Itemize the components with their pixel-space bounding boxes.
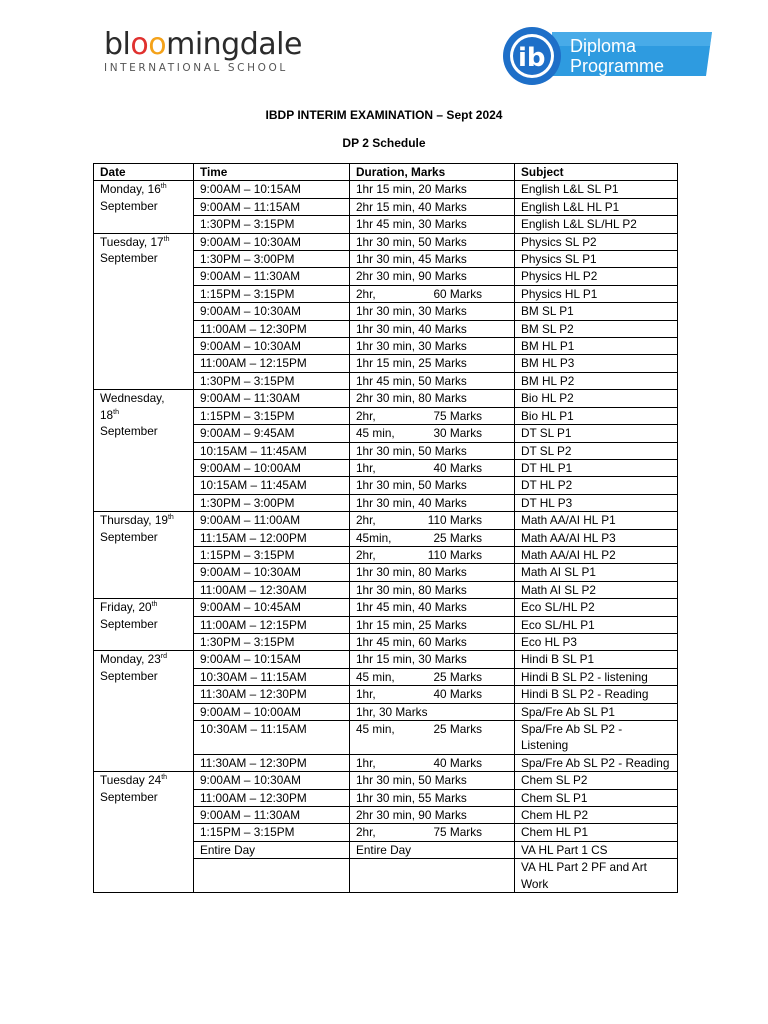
duration-cell [350,824,515,841]
time-cell: 10:30AM – 11:15AM [194,668,350,685]
duration-cell: 1hr 30 min, 40 Marks [350,320,515,337]
time-cell: 9:00AM – 11:30AM [194,807,350,824]
duration-text: 1hr, [356,755,376,770]
subject-cell: VA HL Part 2 PF and Art Work [515,859,678,893]
school-logo-wordmark: bloomingdale [104,27,302,62]
day-cell [94,651,194,772]
day-ordinal: th [151,601,158,609]
month-label: September [100,529,158,544]
day-label: Friday, 20 [100,600,152,615]
day-cell [94,390,194,512]
duration-cell [350,512,515,529]
subject-cell: Spa/Fre Ab SL P1 [515,703,678,720]
duration-cell: 1hr 45 min, 50 Marks [350,372,515,389]
day-ordinal: th [167,514,174,522]
subject-cell: BM HL P1 [515,338,678,355]
duration-cell [350,859,515,893]
day-cell [94,599,194,651]
time-cell: 10:15AM – 11:45AM [194,477,350,494]
duration-text: 2hr, [356,408,376,423]
time-cell: 1:15PM – 3:15PM [194,285,350,302]
day-number: 18 [100,407,114,422]
day-label: Tuesday, 17 [100,234,164,249]
time-cell: 9:00AM – 10:30AM [194,772,350,789]
duration-text: 45 min, [356,669,395,684]
duration-cell [350,546,515,563]
duration-cell: 1hr 30 min, 80 Marks [350,581,515,598]
day-cell [94,772,194,893]
duration-cell [350,425,515,442]
document-title: IBDP INTERIM EXAMINATION – Sept 2024 [265,108,503,122]
duration-cell: 2hr 30 min, 90 Marks [350,268,515,285]
marks-text: 110 Marks [427,547,482,562]
subject-cell: Math AA/AI HL P1 [515,512,678,529]
duration-cell: 1hr 30 min, 30 Marks [350,303,515,320]
table-row [94,390,678,407]
marks-text: 75 Marks [433,825,482,840]
marks-text: 40 Marks [433,460,482,475]
duration-cell: 1hr 15 min, 20 Marks [350,181,515,198]
subject-cell: Bio HL P2 [515,390,678,407]
table-row [94,772,678,789]
subject-cell: Math AA/AI HL P2 [515,546,678,563]
time-cell: 1:30PM – 3:15PM [194,216,350,233]
ib-logo-line1: Diploma [570,36,637,56]
duration-cell: 1hr 30 min, 45 Marks [350,251,515,268]
duration-text: 2hr, [356,513,376,528]
time-cell: 1:15PM – 3:15PM [194,546,350,563]
duration-cell: 1hr 15 min, 30 Marks [350,651,515,668]
time-cell: 11:00AM – 12:15PM [194,616,350,633]
time-cell: 9:00AM – 10:15AM [194,181,350,198]
time-cell [194,859,350,893]
document-subtitle: DP 2 Schedule [342,136,426,150]
duration-cell: 1hr 30 min, 50 Marks [350,442,515,459]
month-label: September [100,251,158,266]
month-label: September [100,198,158,213]
duration-cell [350,721,515,755]
time-cell: 9:00AM – 11:00AM [194,512,350,529]
subject-cell: Physics SL P1 [515,251,678,268]
time-cell: 9:00AM – 9:45AM [194,425,350,442]
subject-cell: DT HL P3 [515,494,678,511]
subject-cell: Eco HL P3 [515,633,678,650]
subject-cell: DT HL P1 [515,459,678,476]
duration-cell: 2hr 30 min, 90 Marks [350,807,515,824]
time-cell: 9:00AM – 11:30AM [194,390,350,407]
duration-cell: 1hr 30 min, 50 Marks [350,477,515,494]
subject-cell: Physics HL P2 [515,268,678,285]
duration-text: 1hr, [356,460,376,475]
header-date: Date [94,164,194,181]
duration-cell: 1hr 30 min, 40 Marks [350,494,515,511]
time-cell: 9:00AM – 10:30AM [194,303,350,320]
schedule-body [94,181,678,893]
month-label: September [100,424,158,439]
day-cell [94,512,194,599]
subject-cell: English L&L SL/HL P2 [515,216,678,233]
table-row [94,599,678,616]
day-ordinal: th [163,235,170,243]
subject-cell: Hindi B SL P2 - listening [515,668,678,685]
month-label: September [100,789,158,804]
time-cell: Entire Day [194,841,350,858]
marks-text: 30 Marks [433,426,482,441]
duration-cell: 1hr, 30 Marks [350,703,515,720]
marks-text: 60 Marks [433,286,482,301]
header-duration: Duration, Marks [350,164,515,181]
subject-cell: VA HL Part 1 CS [515,841,678,858]
duration-text: 2hr, [356,286,376,301]
time-cell: 9:00AM – 10:30AM [194,564,350,581]
subject-cell: Chem SL P1 [515,789,678,806]
time-cell: 11:00AM – 12:30PM [194,789,350,806]
duration-cell [350,754,515,771]
subject-cell: BM HL P2 [515,372,678,389]
marks-text: 25 Marks [433,669,482,684]
subject-cell: Physics SL P2 [515,233,678,250]
duration-text: 45 min, [356,722,395,736]
duration-cell: 1hr 15 min, 25 Marks [350,616,515,633]
day-cell [94,233,194,390]
subject-cell: Chem HL P1 [515,824,678,841]
marks-text: 75 Marks [433,408,482,423]
subject-cell: Spa/Fre Ab SL P2 - Listening [515,721,678,755]
marks-text: 40 Marks [433,687,482,702]
day-cell [94,181,194,233]
duration-cell: 2hr 30 min, 80 Marks [350,390,515,407]
subject-cell: Math AA/AI HL P3 [515,529,678,546]
schedule-table [93,163,678,893]
time-cell: 11:30AM – 12:30PM [194,686,350,703]
duration-text: 45 min, [356,426,395,441]
header-subject: Subject [515,164,678,181]
duration-cell: 1hr 30 min, 50 Marks [350,772,515,789]
time-cell: 9:00AM – 10:30AM [194,233,350,250]
subject-cell: English L&L HL P1 [515,198,678,215]
day-label: Tuesday 24 [100,773,162,788]
duration-cell [350,686,515,703]
time-cell: 11:00AM – 12:15PM [194,355,350,372]
time-cell: 1:30PM – 3:15PM [194,633,350,650]
month-label: September [100,616,158,631]
time-cell: 9:00AM – 11:30AM [194,268,350,285]
time-cell: 10:15AM – 11:45AM [194,442,350,459]
duration-text: 2hr, [356,825,376,840]
school-logo-subtitle: INTERNATIONAL SCHOOL [104,62,288,74]
marks-text: 40 Marks [433,755,482,770]
duration-cell: 1hr 15 min, 25 Marks [350,355,515,372]
time-cell: 11:15AM – 12:00PM [194,529,350,546]
subject-cell: Math AI SL P2 [515,581,678,598]
subject-cell: Spa/Fre Ab SL P2 - Reading [515,754,678,771]
duration-cell: 1hr 30 min, 50 Marks [350,233,515,250]
time-cell: 10:30AM – 11:15AM [194,721,350,755]
table-row [94,512,678,529]
duration-cell: 1hr 30 min, 30 Marks [350,338,515,355]
header-time: Time [194,164,350,181]
duration-cell [350,668,515,685]
day-ordinal: th [161,774,168,782]
duration-cell: 1hr 45 min, 60 Marks [350,633,515,650]
day-label: Thursday, 19 [100,513,168,528]
subject-cell: Bio HL P1 [515,407,678,424]
time-cell: 11:30AM – 12:30PM [194,754,350,771]
subject-cell: DT HL P2 [515,477,678,494]
time-cell: 1:30PM – 3:00PM [194,494,350,511]
subject-cell: BM SL P2 [515,320,678,337]
duration-cell [350,285,515,302]
time-cell: 9:00AM – 10:15AM [194,651,350,668]
duration-cell: Entire Day [350,841,515,858]
school-logo [104,27,314,74]
ib-logo-text [570,36,664,76]
duration-text: 2hr, [356,547,376,562]
subject-cell: Math AI SL P1 [515,564,678,581]
subject-cell: DT SL P2 [515,442,678,459]
marks-text: 110 Marks [427,513,482,528]
day-label: Wednesday, [100,391,165,406]
ib-logo-line2: Programme [570,56,665,76]
time-cell: 11:00AM – 12:30AM [194,581,350,598]
duration-cell [350,459,515,476]
duration-cell: 1hr 30 min, 55 Marks [350,789,515,806]
day-ordinal: th [160,183,167,191]
table-header-row [94,164,678,181]
table-row [94,181,678,198]
time-cell: 1:15PM – 3:15PM [194,824,350,841]
table-row [94,233,678,250]
time-cell: 1:15PM – 3:15PM [194,407,350,424]
marks-text: 25 Marks [433,722,482,736]
subject-cell: Chem HL P2 [515,807,678,824]
duration-cell: 1hr 45 min, 30 Marks [350,216,515,233]
duration-cell: 2hr 15 min, 40 Marks [350,198,515,215]
day-label: Monday, 16 [100,182,161,197]
time-cell: 1:30PM – 3:00PM [194,251,350,268]
time-cell: 11:00AM – 12:30PM [194,320,350,337]
subject-cell: Physics HL P1 [515,285,678,302]
time-cell: 9:00AM – 10:30AM [194,338,350,355]
subject-cell: Eco SL/HL P1 [515,616,678,633]
marks-text: 25 Marks [433,530,482,545]
duration-text: 45min, [356,530,392,545]
day-ordinal: th [113,408,119,416]
subject-cell: English L&L SL P1 [515,181,678,198]
day-ordinal: rd [160,653,168,661]
subject-cell: DT SL P1 [515,425,678,442]
time-cell: 1:30PM – 3:15PM [194,372,350,389]
time-cell: 9:00AM – 10:00AM [194,703,350,720]
subject-cell: Eco SL/HL P2 [515,599,678,616]
time-cell: 9:00AM – 11:15AM [194,198,350,215]
time-cell: 9:00AM – 10:00AM [194,459,350,476]
ib-diploma-logo [500,26,712,86]
day-label: Monday, 23 [100,652,161,667]
subject-cell: Chem SL P2 [515,772,678,789]
subject-cell: Hindi B SL P1 [515,651,678,668]
table-row [94,651,678,668]
subject-cell: BM HL P3 [515,355,678,372]
duration-cell: 1hr 45 min, 40 Marks [350,599,515,616]
duration-text: 1hr, [356,687,376,702]
duration-cell [350,407,515,424]
month-label: September [100,668,158,683]
duration-cell: 1hr 30 min, 80 Marks [350,564,515,581]
subject-cell: BM SL P1 [515,303,678,320]
subject-cell: Hindi B SL P2 - Reading [515,686,678,703]
duration-cell [350,529,515,546]
ib-mark-text: ib [518,43,546,73]
time-cell: 9:00AM – 10:45AM [194,599,350,616]
